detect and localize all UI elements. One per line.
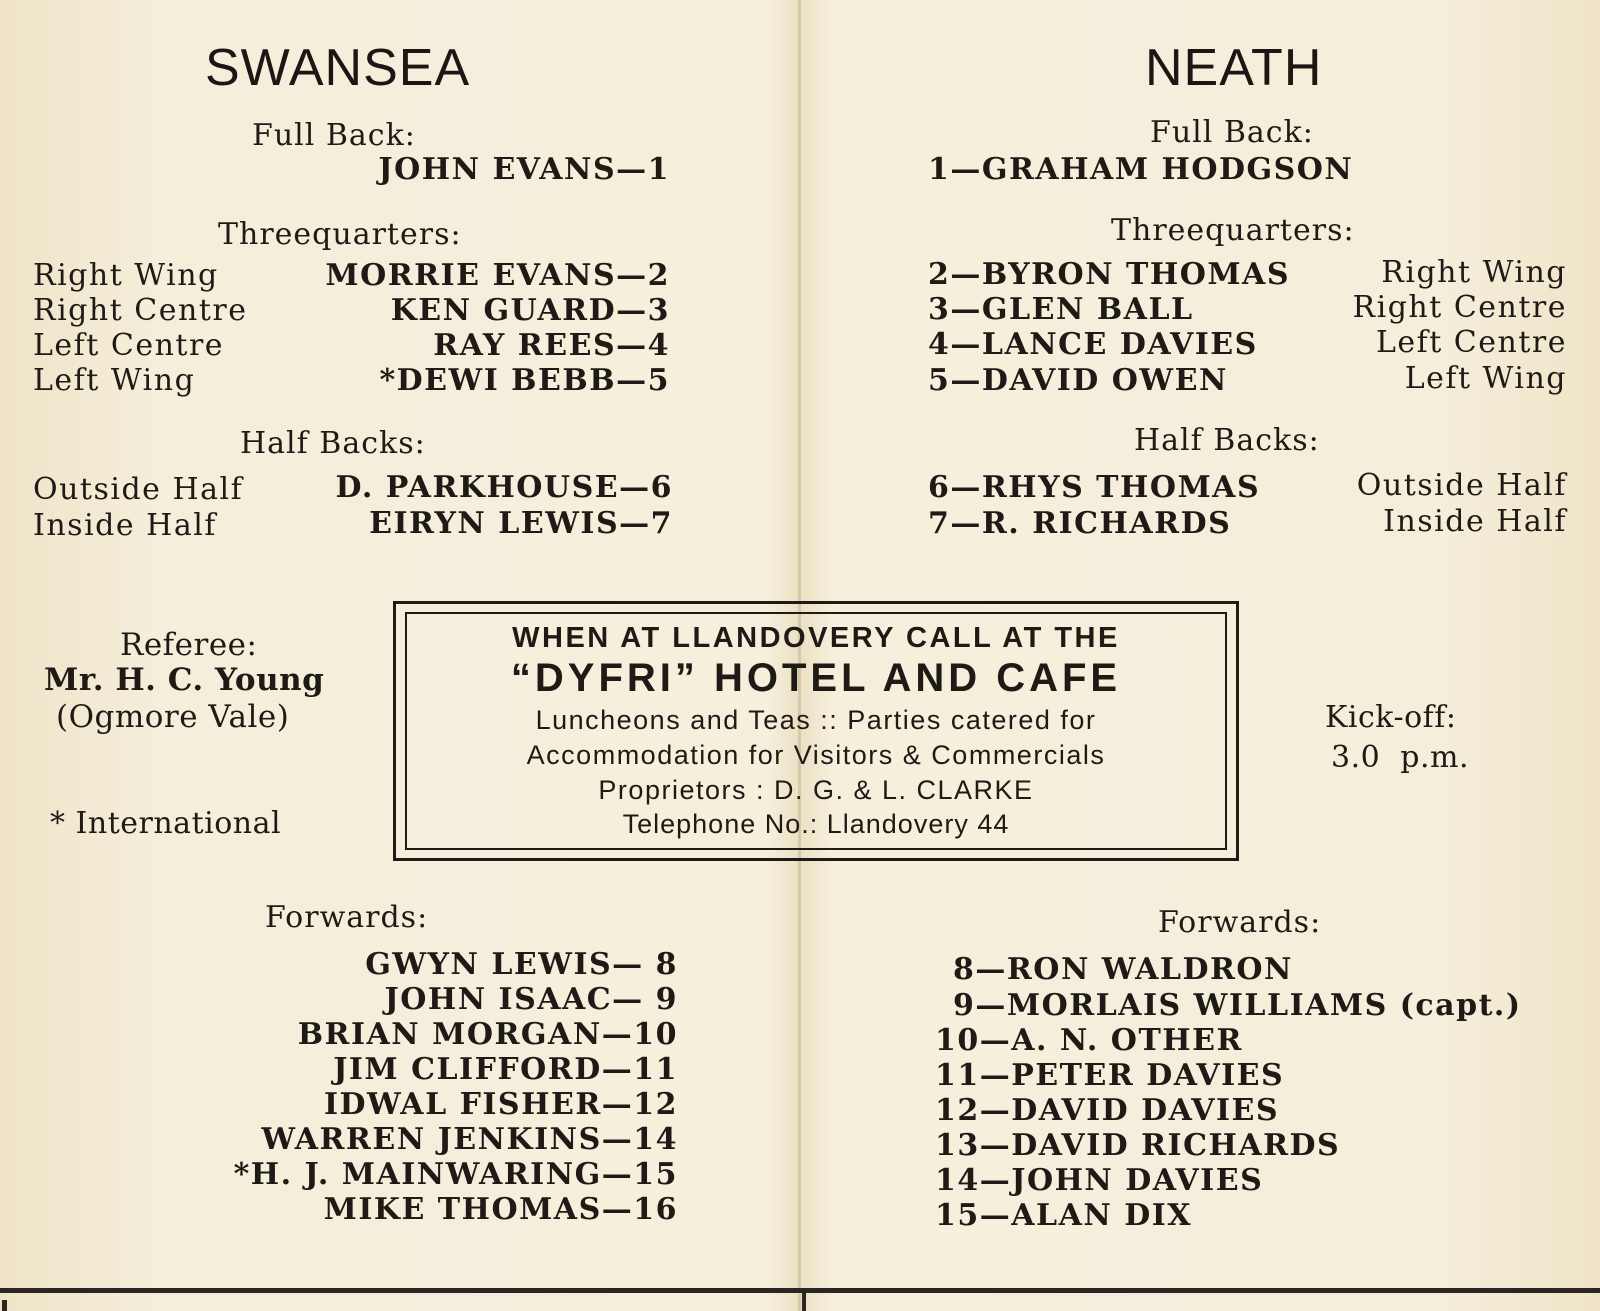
swansea-tq-player: RAY REES—4 bbox=[433, 328, 670, 363]
neath-forward: 10—A. N. OTHER bbox=[935, 1023, 1243, 1058]
bottom-corner-mark bbox=[2, 1300, 7, 1311]
neath-tq-position: Left Centre bbox=[1375, 325, 1567, 360]
neath-tq-player: 4—LANCE DAVIES bbox=[928, 327, 1258, 362]
swansea-forwards-heading: Forwards: bbox=[265, 900, 429, 935]
neath-hb-position: Outside Half bbox=[1356, 468, 1567, 503]
neath-forward: 14—JOHN DAVIES bbox=[935, 1163, 1264, 1198]
neath-hb-player: 7—R. RICHARDS bbox=[928, 506, 1232, 541]
swansea-forward: JOHN ISAAC— 9 bbox=[384, 982, 678, 1017]
advert-inner-border bbox=[405, 612, 1227, 850]
neath-full-back-heading: Full Back: bbox=[1150, 115, 1314, 150]
neath-team-title: NEATH bbox=[1145, 39, 1323, 97]
swansea-forward: BRIAN MORGAN—10 bbox=[297, 1017, 678, 1052]
swansea-tq-position: Right Wing bbox=[33, 258, 219, 293]
advert-telephone: Telephone No.: Llandovery 44 bbox=[622, 809, 1010, 839]
neath-tq-player: 5—DAVID OWEN bbox=[928, 363, 1228, 398]
swansea-tq-position: Left Wing bbox=[33, 363, 196, 398]
hotel-advert bbox=[393, 601, 1239, 861]
neath-forward: 8—RON WALDRON bbox=[953, 952, 1293, 987]
neath-forward: 9—MORLAIS WILLIAMS (capt.) bbox=[953, 988, 1522, 1023]
neath-forward: 15—ALAN DIX bbox=[935, 1198, 1193, 1233]
swansea-forward: GWYN LEWIS— 8 bbox=[365, 947, 678, 982]
swansea-full-back-heading: Full Back: bbox=[252, 118, 416, 153]
advert-hotel-name: “DYFRI” HOTEL AND CAFE bbox=[510, 656, 1122, 700]
referee-heading: Referee: bbox=[120, 627, 258, 663]
kickoff-heading: Kick-off: bbox=[1325, 700, 1457, 735]
swansea-hb-player: EIRYN LEWIS—7 bbox=[369, 506, 673, 541]
referee-club: (Ogmore Vale) bbox=[56, 699, 290, 735]
bottom-rule bbox=[0, 1288, 1600, 1293]
neath-forwards-heading: Forwards: bbox=[1158, 905, 1322, 940]
neath-forward: 11—PETER DAVIES bbox=[935, 1058, 1285, 1093]
advert-line-1: WHEN AT LLANDOVERY CALL AT THE bbox=[512, 622, 1120, 654]
advert-proprietors: Proprietors : D. G. & L. CLARKE bbox=[598, 775, 1034, 805]
neath-full-back: 1—GRAHAM HODGSON bbox=[928, 152, 1354, 187]
swansea-forward: MIKE THOMAS—16 bbox=[323, 1192, 678, 1227]
bottom-fold-mark bbox=[802, 1293, 806, 1311]
neath-forward: 13—DAVID RICHARDS bbox=[935, 1128, 1341, 1163]
neath-tq-player: 3—GLEN BALL bbox=[928, 292, 1194, 327]
kickoff-time: 3.0 p.m. bbox=[1331, 740, 1470, 775]
neath-tq-player: 2—BYRON THOMAS bbox=[928, 257, 1291, 292]
neath-tq-position: Right Centre bbox=[1352, 290, 1567, 325]
neath-tq-position: Left Wing bbox=[1404, 361, 1567, 396]
advert-line-4: Accommodation for Visitors & Commercials bbox=[526, 740, 1106, 770]
neath-hb-player: 6—RHYS THOMAS bbox=[928, 470, 1261, 505]
swansea-full-back: JOHN EVANS—1 bbox=[378, 152, 670, 187]
referee-name: Mr. H. C. Young bbox=[44, 662, 325, 698]
swansea-hb-position: Inside Half bbox=[33, 508, 217, 543]
swansea-forward: IDWAL FISHER—12 bbox=[323, 1087, 678, 1122]
swansea-hb-position: Outside Half bbox=[33, 472, 244, 507]
swansea-hb-player: D. PARKHOUSE—6 bbox=[335, 470, 673, 505]
swansea-tq-position: Left Centre bbox=[33, 328, 225, 363]
swansea-tq-player: *DEWI BEBB—5 bbox=[379, 363, 670, 398]
swansea-threequarters-heading: Threequarters: bbox=[218, 217, 462, 252]
swansea-tq-player: MORRIE EVANS—2 bbox=[325, 258, 670, 293]
neath-threequarters-heading: Threequarters: bbox=[1111, 213, 1355, 248]
international-footnote: * International bbox=[50, 806, 282, 841]
swansea-tq-position: Right Centre bbox=[33, 293, 248, 328]
swansea-tq-player: KEN GUARD—3 bbox=[390, 293, 670, 328]
neath-tq-position: Right Wing bbox=[1381, 255, 1567, 290]
swansea-forward: JIM CLIFFORD—11 bbox=[333, 1052, 678, 1087]
swansea-team-title: SWANSEA bbox=[205, 39, 471, 97]
swansea-half-backs-heading: Half Backs: bbox=[240, 426, 426, 461]
neath-forward: 12—DAVID DAVIES bbox=[935, 1093, 1280, 1128]
advert-line-3: Luncheons and Teas :: Parties catered for bbox=[535, 705, 1097, 735]
swansea-forward: WARREN JENKINS—14 bbox=[261, 1122, 678, 1157]
swansea-forward: *H. J. MAINWARING—15 bbox=[233, 1157, 678, 1192]
neath-hb-position: Inside Half bbox=[1383, 504, 1567, 539]
neath-half-backs-heading: Half Backs: bbox=[1134, 423, 1320, 458]
